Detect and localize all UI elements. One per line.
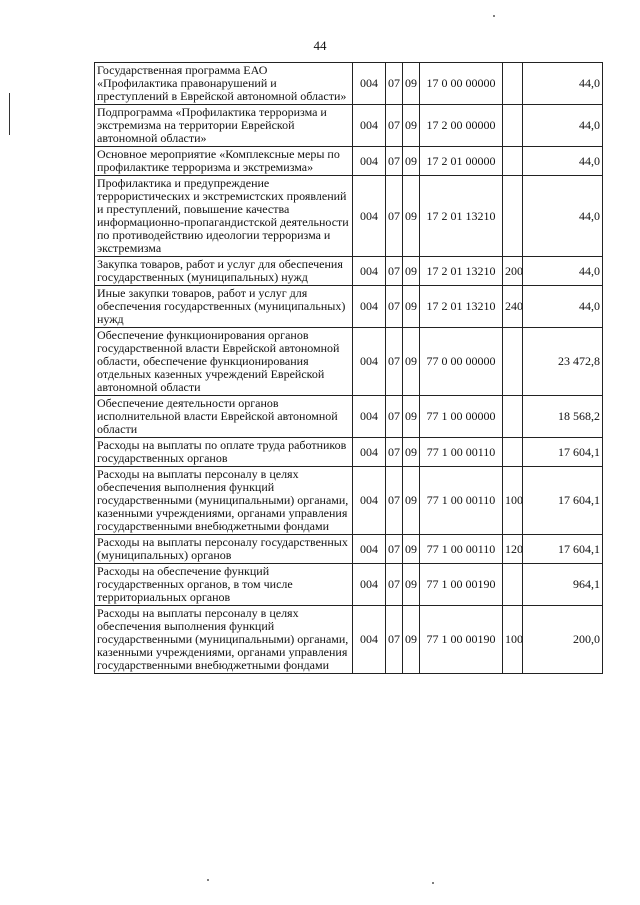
ministry-code: 004 (353, 257, 386, 286)
target-article-code: 77 0 00 00000 (420, 328, 503, 396)
target-article-code: 17 2 01 00000 (420, 147, 503, 176)
subsection-code: 09 (403, 396, 420, 438)
amount: 44,0 (523, 63, 603, 105)
ministry-code: 004 (353, 564, 386, 606)
target-article-code: 77 1 00 00110 (420, 438, 503, 467)
target-article-code: 77 1 00 00110 (420, 467, 503, 535)
table-row (95, 176, 603, 257)
expense-name: Расходы на обеспечение функций государственных органов, в том числе территориальных органов (95, 564, 353, 606)
target-article-code: 77 1 00 00110 (420, 535, 503, 564)
table-row (95, 105, 603, 147)
subsection-code: 09 (403, 606, 420, 674)
section-code: 07 (386, 438, 403, 467)
target-article-code: 77 1 00 00190 (420, 606, 503, 674)
table-row (95, 535, 603, 564)
expense-type-code (503, 176, 523, 257)
amount: 17 604,1 (523, 438, 603, 467)
ministry-code: 004 (353, 328, 386, 396)
expense-type-code: 100 (503, 467, 523, 535)
amount: 17 604,1 (523, 535, 603, 564)
expense-name: Государственная программа ЕАО «Профилактика правонарушений и преступлений в Еврейской автономной области» (95, 63, 353, 105)
subsection-code: 09 (403, 328, 420, 396)
expense-name: Подпрограмма «Профилактика терроризма и экстремизма на территории Еврейской автономной области» (95, 105, 353, 147)
section-code: 07 (386, 606, 403, 674)
margin-mark (9, 93, 10, 135)
amount: 200,0 (523, 606, 603, 674)
subsection-code: 09 (403, 147, 420, 176)
target-article-code: 17 0 00 00000 (420, 63, 503, 105)
target-article-code: 77 1 00 00190 (420, 564, 503, 606)
expense-type-code (503, 564, 523, 606)
table-row (95, 564, 603, 606)
amount: 18 568,2 (523, 396, 603, 438)
table-row (95, 438, 603, 467)
expense-name: Иные закупки товаров, работ и услуг для обеспечения государственных (муниципальных) нужд (95, 286, 353, 328)
scan-speck (207, 879, 209, 881)
expense-name: Закупка товаров, работ и услуг для обеспечения государственных (муниципальных) нужд (95, 257, 353, 286)
table-row (95, 606, 603, 674)
expense-type-code: 200 (503, 257, 523, 286)
ministry-code: 004 (353, 105, 386, 147)
expense-type-code: 120 (503, 535, 523, 564)
section-code: 07 (386, 564, 403, 606)
ministry-code: 004 (353, 606, 386, 674)
expense-name: Обеспечение деятельности органов исполнительной власти Еврейской автономной области (95, 396, 353, 438)
page-number: 44 (313, 38, 327, 53)
section-code: 07 (386, 286, 403, 328)
expense-name: Обеспечение функционирования органов государственной власти Еврейской автономной области, обеспечение функционирования отдельных казенных учреждений Еврейской автономной области (95, 328, 353, 396)
expense-type-code (503, 438, 523, 467)
subsection-code: 09 (403, 467, 420, 535)
ministry-code: 004 (353, 147, 386, 176)
amount: 44,0 (523, 105, 603, 147)
ministry-code: 004 (353, 286, 386, 328)
section-code: 07 (386, 396, 403, 438)
table-row (95, 467, 603, 535)
ministry-code: 004 (353, 176, 386, 257)
subsection-code: 09 (403, 564, 420, 606)
amount: 964,1 (523, 564, 603, 606)
table-row (95, 286, 603, 328)
section-code: 07 (386, 176, 403, 257)
expense-type-code (503, 105, 523, 147)
expense-name: Расходы на выплаты персоналу в целях обеспечения выполнения функций государственными (муниципальными) органами, казенными учреждениями, органами управления государственными внебюджетными фондами (95, 606, 353, 674)
table-row (95, 396, 603, 438)
target-article-code: 17 2 00 00000 (420, 105, 503, 147)
ministry-code: 004 (353, 535, 386, 564)
target-article-code: 17 2 01 13210 (420, 176, 503, 257)
amount: 44,0 (523, 147, 603, 176)
budget-table (94, 62, 603, 674)
target-article-code: 17 2 01 13210 (420, 257, 503, 286)
expense-type-code: 100 (503, 606, 523, 674)
table-row (95, 257, 603, 286)
expense-type-code: 240 (503, 286, 523, 328)
amount: 23 472,8 (523, 328, 603, 396)
expense-name: Профилактика и предупреждение террористических и экстремистских проявлений и преступлений, повышение качества информационно-пропагандистской деятельности по противодействию идеологии терроризма и экстремизма (95, 176, 353, 257)
section-code: 07 (386, 535, 403, 564)
section-code: 07 (386, 467, 403, 535)
amount: 44,0 (523, 286, 603, 328)
table-row (95, 328, 603, 396)
target-article-code: 17 2 01 13210 (420, 286, 503, 328)
expense-type-code (503, 63, 523, 105)
expense-type-code (503, 396, 523, 438)
subsection-code: 09 (403, 63, 420, 105)
section-code: 07 (386, 257, 403, 286)
expense-name: Расходы на выплаты персоналу в целях обеспечения выполнения функций государственными (муниципальными) органами, казенными учреждениями, органами управления государственными внебюджетными фондами (95, 467, 353, 535)
amount: 17 604,1 (523, 467, 603, 535)
scan-speck (493, 15, 495, 17)
expense-name: Основное мероприятие «Комплексные меры по профилактике терроризма и экстремизма» (95, 147, 353, 176)
section-code: 07 (386, 147, 403, 176)
expense-type-code (503, 147, 523, 176)
scan-speck (432, 882, 434, 884)
ministry-code: 004 (353, 63, 386, 105)
expense-name: Расходы на выплаты персоналу государственных (муниципальных) органов (95, 535, 353, 564)
subsection-code: 09 (403, 286, 420, 328)
expense-name: Расходы на выплаты по оплате труда работников государственных органов (95, 438, 353, 467)
amount: 44,0 (523, 257, 603, 286)
ministry-code: 004 (353, 467, 386, 535)
subsection-code: 09 (403, 176, 420, 257)
amount: 44,0 (523, 176, 603, 257)
subsection-code: 09 (403, 105, 420, 147)
expense-type-code (503, 328, 523, 396)
subsection-code: 09 (403, 257, 420, 286)
section-code: 07 (386, 63, 403, 105)
target-article-code: 77 1 00 00000 (420, 396, 503, 438)
table-row (95, 63, 603, 105)
subsection-code: 09 (403, 438, 420, 467)
ministry-code: 004 (353, 438, 386, 467)
section-code: 07 (386, 328, 403, 396)
table-row (95, 147, 603, 176)
subsection-code: 09 (403, 535, 420, 564)
section-code: 07 (386, 105, 403, 147)
ministry-code: 004 (353, 396, 386, 438)
